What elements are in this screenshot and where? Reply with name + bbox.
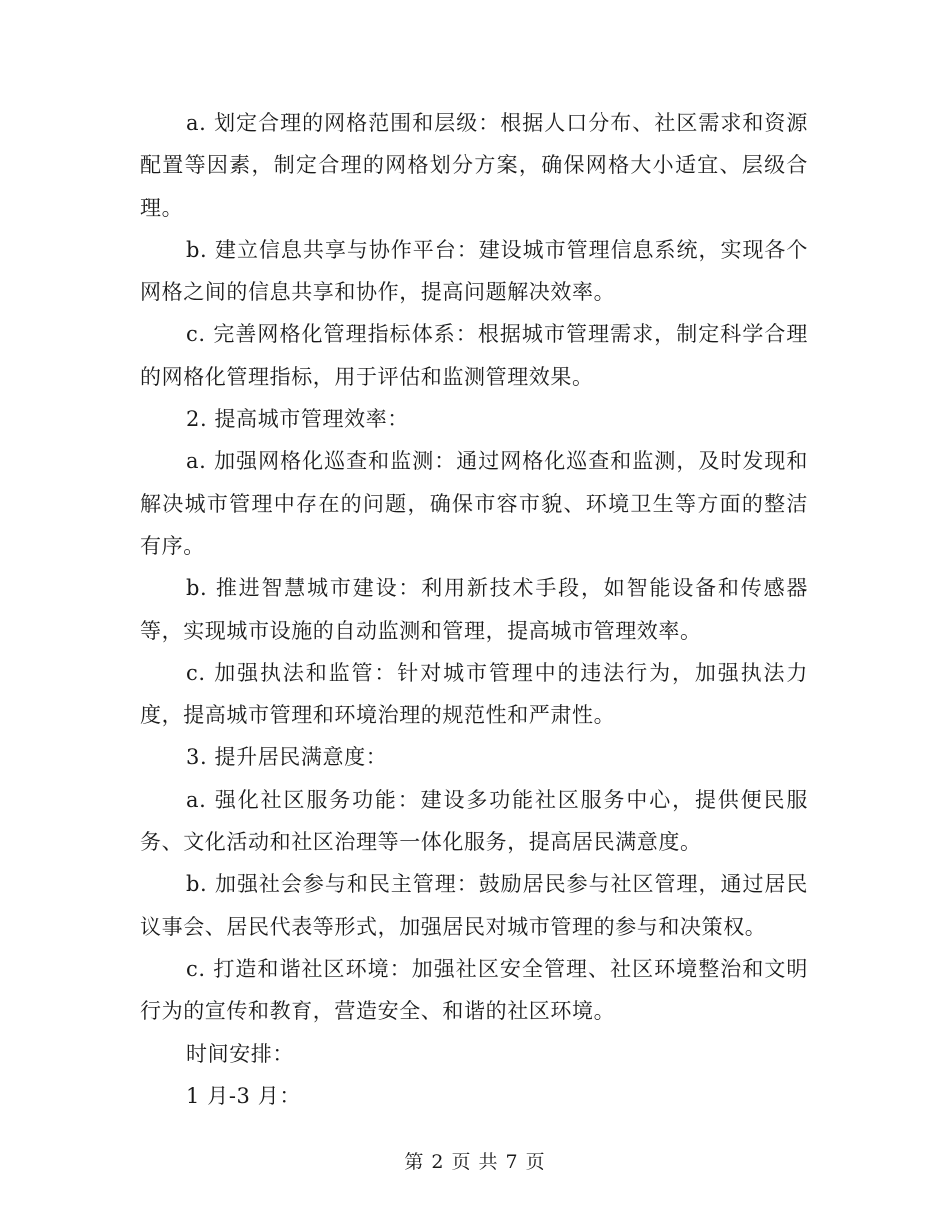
schedule-period-jan-mar: 1 月-3 月： — [186, 1083, 301, 1108]
paragraph-social-participation: b. 加强社会参与和民主管理：鼓励居民参与社区管理，通过居民议事会、居民代表等形式，加强居民对城市管理的参与和决策权。 — [140, 872, 808, 939]
paragraph-harmonious-community: c. 打造和谐社区环境：加强社区安全管理、社区环境整治和文明行为的宣传和教育，营造安全、和谐的社区环境。 — [140, 956, 808, 1024]
paragraph-grid-scope: a. 划定合理的网格范围和层级：根据人口分布、社区需求和资源配置等因素，制定合理的网格划分方案，确保网格大小适宜、层级合理。 — [140, 111, 808, 220]
heading-improve-efficiency: 2. 提高城市管理效率： — [186, 407, 409, 432]
paragraph-smart-city: b. 推进智慧城市建设：利用新技术手段，如智能设备和传感器等，实现城市设施的自动监测和管理，提高城市管理效率。 — [140, 576, 808, 643]
paragraph-patrol-monitoring: a. 加强网格化巡查和监测：通过网格化巡查和监测，及时发现和解决城市管理中存在的问题，确保市容市貌、环境卫生等方面的整洁有序。 — [140, 449, 808, 558]
paragraph-indicator-system: c. 完善网格化管理指标体系：根据城市管理需求，制定科学合理的网格化管理指标，用于评估和监测管理效果。 — [140, 322, 808, 389]
document-body — [140, 102, 808, 1117]
heading-schedule: 时间安排： — [186, 1041, 294, 1066]
paragraph-community-services: a. 强化社区服务功能：建设多功能社区服务中心，提供便民服务、文化活动和社区治理等一体化服务，提高居民满意度。 — [140, 787, 808, 855]
paragraph-law-enforcement: c. 加强执法和监管：针对城市管理中的违法行为，加强执法力度，提高城市管理和环境治理的规范性和严肃性。 — [140, 660, 808, 728]
heading-resident-satisfaction: 3. 提升居民满意度： — [186, 745, 388, 770]
page-number-footer: 第 2 页 共 7 页 — [404, 1151, 546, 1173]
paragraph-info-sharing: b. 建立信息共享与协作平台：建设城市管理信息系统，实现各个网格之间的信息共享和协作，提高问题解决效率。 — [140, 237, 808, 305]
